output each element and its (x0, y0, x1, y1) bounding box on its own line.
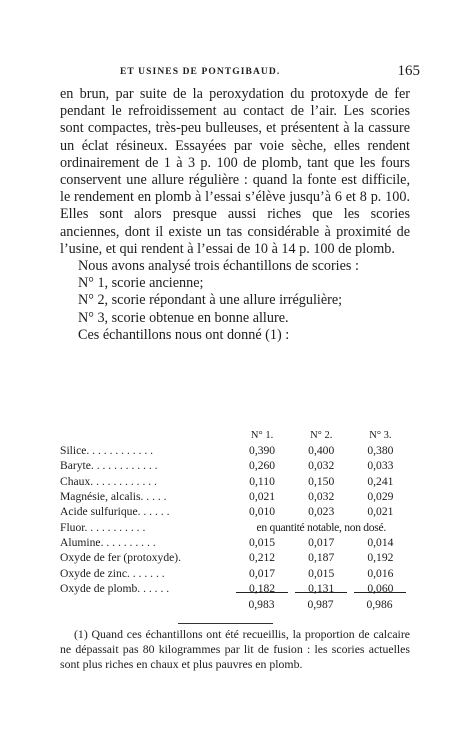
footnote (60, 627, 410, 672)
row-label: Chaux. . . . . . . . . . . . (60, 474, 157, 488)
cell-value: 0,029 (367, 490, 394, 504)
cell-value: 0,017 (249, 566, 276, 580)
total-no2: 0,987 (307, 598, 334, 611)
cell-value: 0,023 (308, 505, 335, 519)
sample-item-2: N° 2, scorie répondant à une allure irrégulière; (78, 292, 343, 309)
table-row (60, 504, 410, 519)
row-label: Baryte. . . . . . . . . . . . (60, 459, 158, 473)
row-label: Silice. . . . . . . . . . . . (60, 444, 154, 458)
cell-value: 0,192 (367, 551, 394, 565)
row-label: Magnésie, alcalis. . . . . (60, 490, 167, 504)
table-row (60, 535, 410, 550)
cell-value: 0,131 (308, 581, 335, 595)
table-row (60, 443, 410, 458)
table-row (60, 565, 410, 580)
cell-value: 0,016 (367, 566, 394, 580)
analysis-table (60, 427, 410, 596)
column-header-no3: N° 3. (369, 429, 392, 441)
footnote-text: (1) Quand ces échantillons ont été recueillis, la proportion de calcaire ne dépassait pas 80 kilogrammes par lit de fusion : les scories actuelles sont plus riches en chaux et plus pauvres en plomb. (60, 627, 410, 671)
cell-value: 0,032 (308, 459, 335, 473)
table-header-row (60, 427, 410, 443)
cell-value: 0,260 (249, 459, 276, 473)
table-row (60, 474, 410, 489)
cell-value: 0,241 (367, 474, 394, 488)
table-row (60, 519, 410, 534)
cell-value: 0,015 (249, 535, 276, 549)
cell-value: 0,400 (308, 444, 335, 458)
page-number: 165 (397, 63, 420, 79)
cell-value: 0,380 (367, 444, 394, 458)
body-text (60, 86, 410, 344)
column-header-no1: N° 1. (250, 429, 274, 441)
row-label: Acide sulfurique. . . . . . (60, 505, 170, 519)
sum-rule (295, 592, 347, 593)
cell-value: 0,014 (367, 535, 394, 549)
totals-row (232, 592, 410, 616)
cell-value: 0,021 (367, 505, 394, 519)
cell-value: 0,015 (308, 566, 335, 580)
cell-value: 0,212 (249, 551, 276, 565)
cell-value: 0,060 (367, 581, 394, 595)
sample-item-1: N° 1, scorie ancienne; (78, 275, 204, 292)
cell-value: 0,021 (249, 490, 276, 504)
table-row (60, 458, 410, 473)
row-label: Oxyde de plomb. . . . . . (60, 581, 170, 595)
row-label: Oxyde de fer (protoxyde). (60, 551, 182, 565)
paragraph-results-intro: Ces échantillons nous ont donné (1) : (78, 326, 290, 343)
cell-value: 0,390 (249, 444, 276, 458)
cell-value: 0,182 (249, 581, 276, 595)
paragraph-analysis-intro: Nous avons analysé trois échantillons de scories : (78, 258, 359, 275)
row-label: Alumine. . . . . . . . . . (60, 535, 156, 549)
running-head: ET USINES DE PONTGIBAUD. (120, 67, 281, 77)
cell-value: 0,010 (249, 505, 276, 519)
total-no1: 0,983 (248, 598, 275, 611)
footnote-divider (178, 623, 273, 624)
column-header-no2: N° 2. (310, 429, 333, 441)
total-no3: 0,986 (366, 598, 393, 611)
table-row (60, 550, 410, 565)
cell-value: 0,150 (308, 474, 335, 488)
analysis-table-wrap (60, 427, 410, 596)
sum-rule (354, 592, 406, 593)
paragraph-scories-description: en brun, par suite de la peroxydation du protoxyde de fer pendant le refroidissement au contact de l’air. Les scories sont compactes, très-peu bulleuses, et présentent à la cassure un éclat résineux. Essayées par voie sèche, elles rendent ordinairement de 1 à 3 p. 100 de plomb, tant que les fours conservent une allure régulière : quand la fonte est difficile, le rendement en plomb à l’essai s’élève jusqu’à 6 et 8 p. 100. Elles sont alors presque aussi riches que les scories anciennes, dont il existe un tas considérable à proximité de l’usine, et qui rendent à l’essai de 10 à 14 p. 100 de plomb. (60, 86, 410, 257)
row-label: Oxyde de zinc. . . . . . . (60, 566, 165, 580)
page-header (120, 63, 420, 83)
sum-rule (236, 592, 288, 593)
cell-value: 0,110 (249, 474, 275, 488)
row-label: Fluor. . . . . . . . . . . (60, 520, 146, 534)
sample-item-3: N° 3, scorie obtenue en bonne allure. (78, 309, 289, 326)
cell-value: 0,033 (367, 459, 394, 473)
cell-value: 0,032 (308, 490, 335, 504)
cell-value: 0,187 (308, 551, 335, 565)
cell-value: 0,017 (308, 535, 335, 549)
cell-merged-note: en quantité notable, non dosé. (256, 520, 386, 534)
table-row (60, 489, 410, 504)
